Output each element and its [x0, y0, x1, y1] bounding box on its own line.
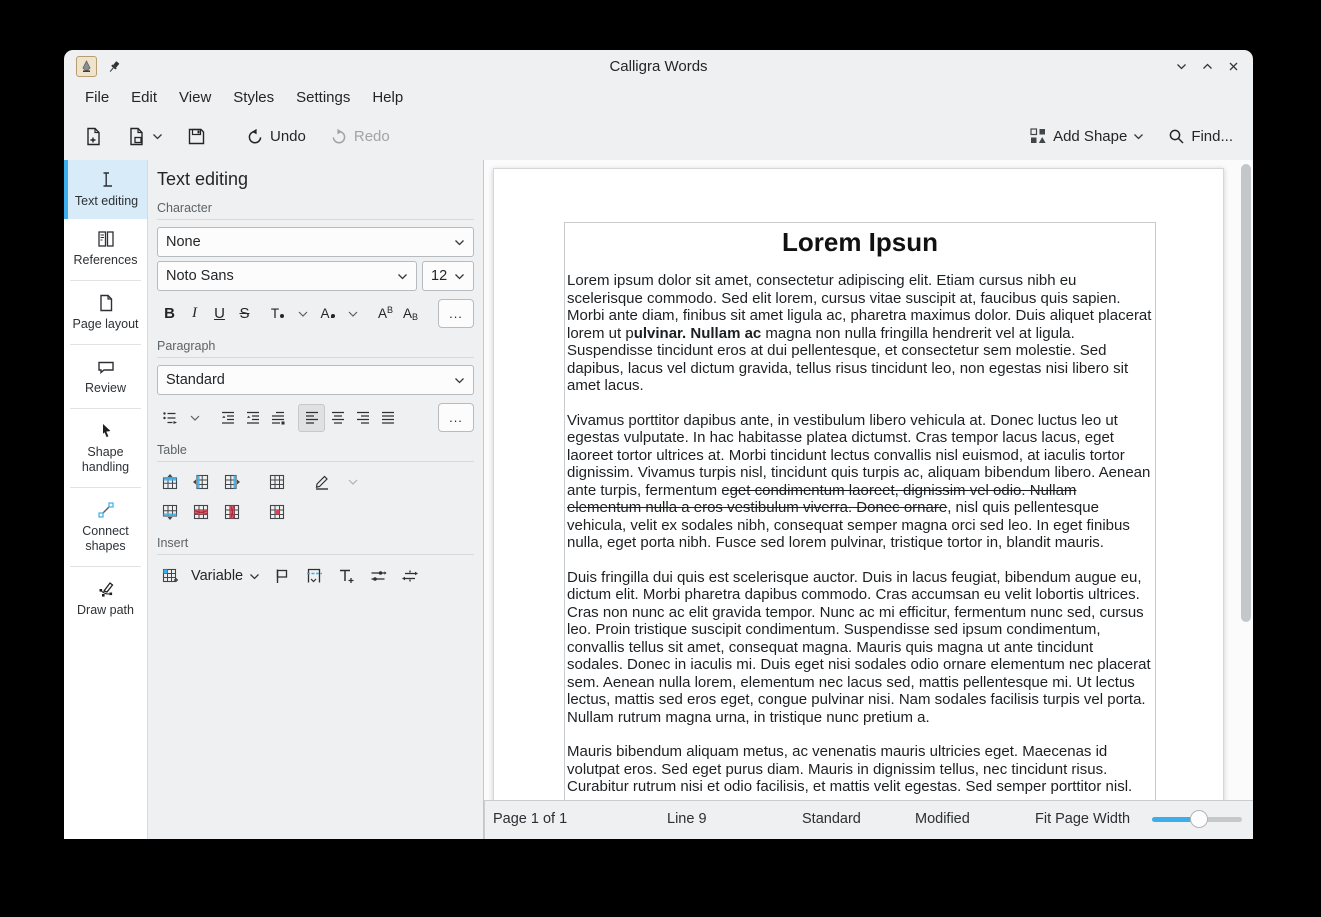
document-area [484, 160, 1253, 839]
modified-indicator: Modified [915, 811, 970, 827]
redo-button[interactable] [324, 122, 396, 150]
zoom-mode-button[interactable]: Fit Page Width [1035, 811, 1131, 827]
align-left-button[interactable] [298, 404, 325, 432]
chevron-down-icon [397, 273, 408, 280]
font-size-select[interactable] [422, 261, 474, 291]
first-line-indent-button[interactable] [265, 405, 290, 431]
first-line-indent-icon [269, 409, 287, 427]
close-button[interactable] [1225, 59, 1241, 75]
redo-icon [330, 127, 348, 145]
strikethrough-text: get condimentum laoreet, dignissim vel odio. Nullam elementum nulla a eros vestibulum viverra. Donec ornare [567, 481, 1077, 516]
insert-row [157, 563, 474, 589]
text-cursor-icon [97, 170, 117, 190]
border-pen-chevron[interactable] [340, 469, 365, 495]
paragraph-style-select[interactable] [157, 365, 474, 395]
save-button[interactable] [181, 122, 212, 151]
strikethrough-button[interactable]: S [239, 305, 250, 322]
panel-title: Text editing [157, 169, 249, 189]
insert-table-button[interactable] [157, 563, 182, 589]
new-document-icon [84, 127, 103, 146]
title-bar [64, 50, 1253, 83]
indent-more-icon [244, 409, 262, 427]
tab-shape-handling[interactable] [64, 411, 147, 485]
tab-label: Shape handling [81, 445, 130, 474]
chevron-down-icon [348, 479, 358, 485]
background-color-chevron[interactable] [340, 301, 365, 327]
menu-help[interactable]: Help [372, 89, 404, 106]
zoom-slider[interactable] [1152, 817, 1242, 822]
delete-column-button[interactable] [219, 499, 244, 525]
search-icon [1168, 128, 1185, 145]
tab-review[interactable] [64, 347, 147, 406]
tab-references[interactable] [64, 219, 147, 278]
delete-row-button[interactable] [188, 499, 213, 525]
character-more-button[interactable]: ... [438, 299, 474, 328]
adjust-table-button[interactable] [264, 469, 289, 495]
delete-table-icon [268, 503, 286, 521]
list-style-chevron[interactable] [182, 405, 207, 431]
application-window [64, 50, 1253, 839]
redo-label: Redo [353, 127, 390, 145]
delete-table-button[interactable] [264, 499, 289, 525]
variable-label: Variable [191, 568, 244, 584]
tool-tab-strip [64, 160, 148, 839]
exchange-arrows-icon [401, 567, 419, 585]
chevron-down-icon [454, 377, 465, 384]
bookmark-flag-icon [273, 567, 291, 585]
insert-row-below-icon [161, 503, 179, 521]
paragraph-style-value: Standard [166, 372, 225, 388]
align-justify-button[interactable] [375, 405, 400, 431]
undo-button[interactable] [240, 122, 312, 150]
insert-row-above-icon [161, 473, 179, 491]
insert-index-marker-button[interactable] [365, 563, 390, 589]
insert-text-icon [337, 567, 355, 585]
chevron-down-icon [454, 239, 465, 246]
insert-variable-select[interactable] [189, 563, 262, 589]
insert-column-left-button[interactable] [188, 469, 213, 495]
main-toolbar [64, 112, 1253, 160]
page-icon [96, 293, 116, 313]
tab-divider [70, 566, 141, 567]
superscript-button[interactable]: A B [377, 304, 394, 321]
insert-text-button[interactable] [333, 563, 358, 589]
tab-label: References [73, 253, 138, 267]
chevron-down-icon [190, 415, 200, 421]
table-section-header: Table [157, 443, 474, 462]
align-right-icon [354, 409, 372, 427]
marker-sliders-icon [369, 567, 387, 585]
align-center-button[interactable] [325, 405, 350, 431]
indent-less-icon [219, 409, 237, 427]
pointer-arrow-icon [96, 421, 116, 441]
maximize-button[interactable] [1199, 59, 1215, 75]
insert-row-above-button[interactable] [157, 469, 182, 495]
chevron-down-icon [348, 311, 358, 317]
find-button[interactable] [1162, 123, 1239, 150]
paragraph-more-button[interactable]: ... [438, 403, 474, 432]
tab-divider [70, 487, 141, 488]
line-indicator: Line 9 [667, 811, 707, 827]
page-break-icon [305, 567, 323, 585]
delete-column-icon [223, 503, 241, 521]
character-style-value: None [166, 234, 201, 250]
decrease-indent-button[interactable] [215, 405, 240, 431]
paragraph: Vivamus porttitor dapibus ante, in vestibulum libero vehicula at. Donec luctus leo ut egestas vulputate. In hac habitasse platea dictumst. Cras tempor lacus lacus, eget laoreet tortor ultrices at. Morbi tincidunt lectus convallis nisl euismod, at iaculis tortor dignissim. Vivamus turpis nisl, tincidunt quis turpis ac, aliquam bibendum libero. Aenean ante turpis, fermentum eget condimentum laoreet, dignissim vel odio. Nullam elementum nulla a eros vestibulum viverra. Donec ornare, nisl quis pellentesque vehicula, velit ex sodales nibh, consequat semper magna orci sed leo. In eget finibus nulla, eget porta nibh. Fusce sed lorem pulvinar, tristique tortor in, blandit mauris. [567, 411, 1151, 551]
menu-bar [64, 83, 1253, 112]
document-page[interactable] [493, 168, 1224, 800]
insert-custom-variable-button[interactable] [397, 563, 422, 589]
open-dropdown-chevron-icon[interactable] [152, 133, 163, 140]
paragraph-section-header: Paragraph [157, 339, 474, 358]
text-color-chevron[interactable] [290, 301, 315, 327]
italic-button[interactable]: I [192, 305, 197, 321]
character-section-header: Character [157, 201, 474, 220]
paragraph: Duis fringilla dui quis est scelerisque auctor. Duis in lacus feugiat, bibendum augue eu, dictum elit. Morbi pharetra dapibus commodo. Cras accumsan eu velit lobortis ultrices. Cras non nunc ac elit gravida tempor. Nunc ac mi efficitur, fermentum nunc sed, cursus leo. Proin tristique suscipit condimentum. Suspendisse sed ipsum condimentum, convallis tellus sit amet, consequat magna. Mauris quis magna ut ante tincidunt sodales. Donec in iaculis mi. Duis eget nisi sodales odio ornare elementum nec placerat sem. Aenean nulla lorem, elementum nec lacus sed, mattis pellentesque mi. Ut lectus lectus, mattis sed eros eget, congue pulvinar nisi. Nam sodales facilisis turpis vel porta. Nullam rutrum magna urna, in tristique nunc pretium a. [567, 568, 1151, 726]
insert-column-left-icon [192, 473, 210, 491]
increase-indent-button[interactable] [240, 405, 265, 431]
bold-text: ulvinar. Nullam ac [633, 324, 762, 342]
open-document-button[interactable] [121, 122, 169, 151]
align-right-button[interactable] [350, 405, 375, 431]
chevron-down-icon [249, 573, 260, 580]
menu-edit[interactable]: Edit [131, 89, 158, 106]
character-style-select[interactable] [157, 227, 474, 257]
add-shape-chevron-icon [1133, 133, 1144, 140]
open-document-icon [127, 127, 146, 146]
character-format-row [157, 299, 474, 328]
add-shape-button[interactable] [1023, 122, 1150, 150]
minimize-button[interactable] [1173, 59, 1189, 75]
tab-label: Draw path [77, 603, 134, 617]
text-color-button[interactable]: T [265, 301, 290, 327]
table-grid-icon [268, 473, 286, 491]
list-style-button[interactable] [157, 405, 182, 431]
align-center-icon [329, 409, 347, 427]
menu-settings[interactable]: Settings [296, 89, 351, 106]
paragraph: Lorem ipsum dolor sit amet, consectetur adipiscing elit. Etiam cursus nibh eu scelerisque commodo. Sed elit lorem, cursus vitae suscipit at, faucibus quis sapien. Morbi ante diam, finibus sit amet ligula ac, pharetra maximus dolor. Duis aliquet placerat lorem ut pulvinar. Nullam ac magna non nulla fringilla hendrerit vel at ligula. Suspendisse tincidunt eros at dui pellentesque, et consectetur sem molestie. Sed dapibus, lacus vel dictum gravida, tellus risus tincidunt leo, non egestas nisi libero sit amet lacus. [567, 272, 1152, 394]
font-size-value: 12 [431, 268, 448, 284]
zoom-slider-handle[interactable] [1190, 810, 1208, 828]
menu-file[interactable]: File [85, 89, 110, 106]
status-bar [484, 800, 1253, 839]
menu-view[interactable]: View [179, 89, 212, 106]
tab-connect-shapes[interactable] [64, 490, 147, 564]
document-title: Lorem Ipsun [781, 227, 938, 257]
tab-label: Text editing [74, 194, 139, 208]
page-indicator: Page 1 of 1 [493, 811, 568, 827]
tab-label: Connect shapes [82, 524, 129, 553]
document-canvas[interactable] [484, 160, 1253, 800]
pen-icon [313, 473, 331, 491]
tab-divider [70, 408, 141, 409]
style-indicator: Standard [802, 811, 861, 827]
table-row-2 [157, 499, 474, 525]
chevron-down-icon [454, 273, 465, 280]
tab-label: Review [85, 381, 126, 395]
add-shape-icon [1029, 127, 1047, 145]
vertical-scrollbar[interactable] [1241, 164, 1251, 622]
font-family-select[interactable] [157, 261, 417, 291]
insert-row-below-button[interactable] [157, 499, 182, 525]
tab-text-editing[interactable] [64, 160, 147, 219]
paragraph: Mauris bibendum aliquam metus, ac venenatis mauris ultricies eget. Maecenas id volutpat eros. Sed eget purus diam. Mauris in dignissim tellus, nec tincidunt risus. Curabitur rutrum nisi et odio facilisis, et mattis velit egestas. Sed semper porttitor nisl. [567, 743, 1133, 795]
comment-icon [96, 357, 116, 377]
insert-section-header: Insert [157, 536, 474, 555]
insert-column-right-button[interactable] [219, 469, 244, 495]
insert-bookmark-button[interactable] [269, 563, 294, 589]
paragraph-format-row [157, 403, 474, 432]
align-justify-icon [379, 409, 397, 427]
references-icon [96, 229, 116, 249]
tab-divider [70, 344, 141, 345]
menu-styles[interactable]: Styles [233, 89, 275, 106]
align-left-icon [303, 409, 321, 427]
tab-divider [70, 280, 141, 281]
tab-label: Page layout [72, 317, 139, 331]
list-icon [161, 409, 179, 427]
undo-label: Undo [270, 127, 306, 145]
font-family-value: Noto Sans [166, 268, 234, 284]
find-label: Find... [1191, 127, 1233, 145]
border-pen-button[interactable] [309, 469, 334, 495]
tab-draw-path[interactable] [64, 569, 147, 628]
save-icon [187, 127, 206, 146]
bold-button[interactable]: B [164, 305, 175, 322]
table-row-1 [157, 469, 474, 495]
tab-page-layout[interactable] [64, 283, 147, 342]
new-document-button[interactable] [78, 122, 109, 151]
connection-icon [96, 500, 116, 520]
subscript-button[interactable]: A B [402, 306, 419, 322]
draw-path-icon [96, 579, 116, 599]
delete-row-icon [192, 503, 210, 521]
text-frame[interactable] [564, 222, 1156, 800]
insert-column-right-icon [223, 473, 241, 491]
chevron-down-icon [298, 311, 308, 317]
underline-button[interactable]: U [214, 305, 225, 322]
insert-page-break-button[interactable] [301, 563, 326, 589]
window-title: Calligra Words [609, 58, 708, 75]
background-color-button[interactable]: A [315, 301, 340, 327]
undo-icon [246, 127, 264, 145]
insert-table-icon [161, 567, 179, 585]
add-shape-label: Add Shape [1053, 127, 1128, 145]
tool-options-panel [148, 160, 484, 839]
